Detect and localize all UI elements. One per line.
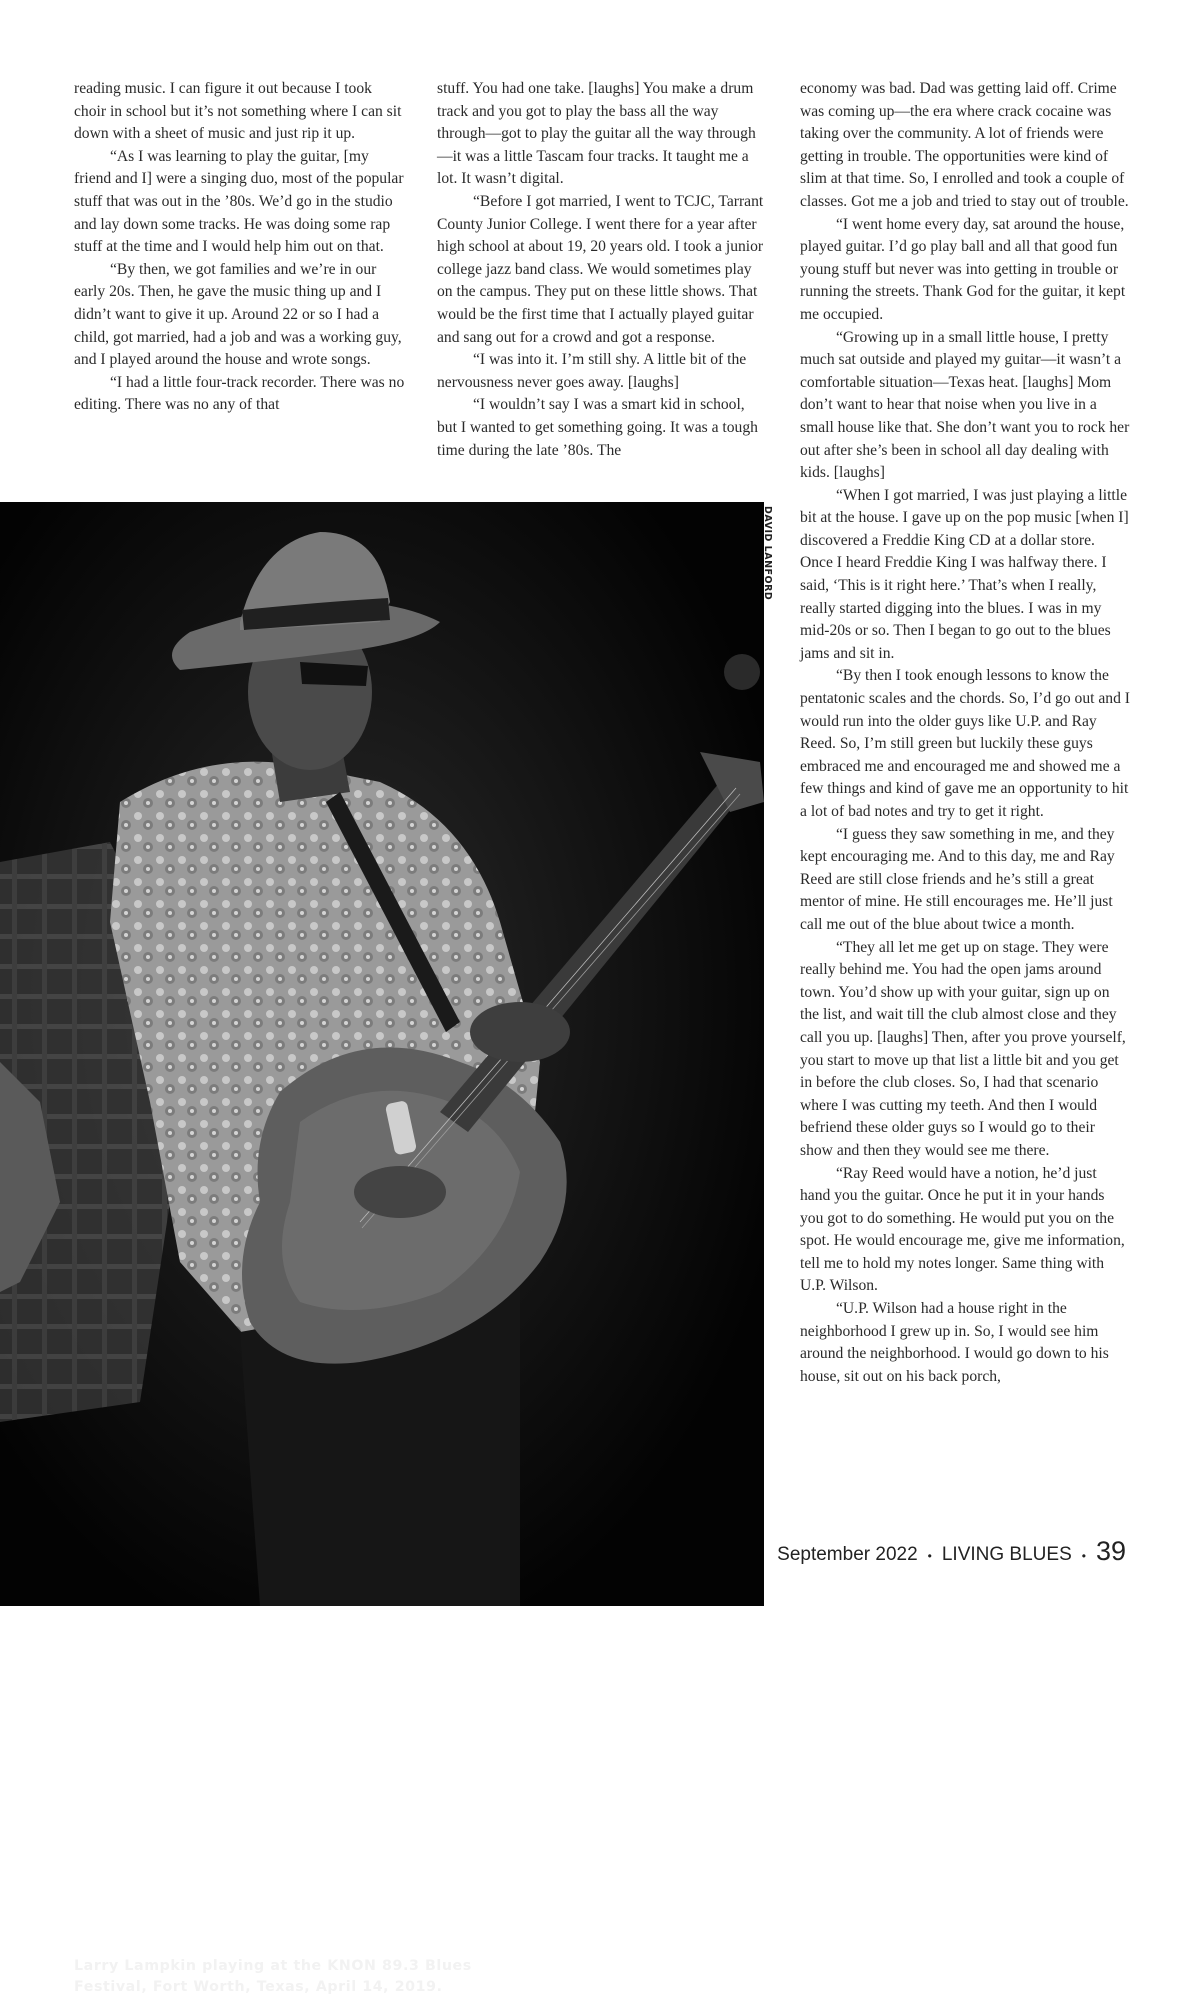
paragraph: stuff. You had one take. [laughs] You make a drum track and you got to play the bass all the way through—got to play the guitar all the way through—it was a little Tascam four tracks. It taught me a lot. It wasn’t digital. [437, 80, 756, 188]
paragraph: “By then I took enough lessons to know the pentatonic scales and the chords. So, I’d go out and I would run into the older guys like U.P. and Ray Reed. So, I’m still green but luckily these guys embraced me and encouraged me and showed me a few things and kind of gave me an opportunity to hit a lot of bad notes and try to get it right. [800, 667, 1130, 820]
separator: • [927, 1549, 932, 1563]
page-number: 39 [1095, 1536, 1126, 1566]
paragraph: economy was bad. Dad was getting laid off. Crime was coming up—the era where crack cocaine was taking over the community. A lot of friends were getting in trouble. The opportunities were kind of slim at that time. So, I enrolled and took a couple of classes. Got me a job and tried to stay out of trouble. [800, 80, 1129, 210]
paragraph: “I went home every day, sat around the house, played guitar. I’d go play ball and all that good fun young stuff but never was into getting in trouble or running the streets. Thank God for the guitar, it kept me occupied. [800, 215, 1126, 323]
issue-date: September 2022 [777, 1544, 918, 1565]
paragraph: “I wouldn’t say I was a smart kid in school, but I wanted to get something going. It was a tough time during the late ’80s. The [437, 396, 758, 459]
magazine-name: LIVING BLUES [941, 1544, 1072, 1565]
paragraph: “I had a little four-track recorder. There was no editing. There was no any of that [74, 373, 405, 414]
paragraph: “When I got married, I was just playing a little bit at the house. I gave up on the pop music [when I] discovered a Freddie King CD at a dollar store. Once I heard Freddie King I was halfway there. I said, ‘This is it right here.’ That’s when I really, really started digging into the blues. I was in my mid-20s or so. Then I began to go out to the blues jams and sit in. [800, 486, 1129, 662]
page-footer [777, 1536, 1126, 1567]
photo-guitarist [0, 502, 764, 1995]
text-column-1 [74, 78, 406, 417]
photo-caption: Larry Lampkin playing at the KNON 89.3 Blues Festival, Fort Worth, Texas, April 14, 2019. [74, 1958, 472, 1995]
paragraph: “U.P. Wilson had a house right in the neighborhood I grew up in. So, I would see him around the neighborhood. I would go down to his house, sit out on his back porch, [800, 1300, 1109, 1385]
paragraph: “They all let me get up on stage. They were really behind me. You had the open jams around town. You’d show up with your guitar, sign up on the list, and wait till the club almost close and they call you up. [laughs] Then, after you prove yourself, you start to move up that list a little bit and you get in before the club closes. So, I had that scenario where I was cutting my teeth. And then I would befriend these older guys so I would go to their show and then they would see me there. [800, 938, 1126, 1159]
paragraph: “Ray Reed would have a notion, he’d just hand you the guitar. Once he put it in your hands you got to do something. He would put you on the spot. He would encourage me, give me information, tell me to hold my notes longer. Same thing with U.P. Wilson. [800, 1164, 1125, 1295]
paragraph: “I was into it. I’m still shy. A little bit of the nervousness never goes away. [laughs] [437, 351, 747, 391]
paragraph: reading music. I can figure it out because I took choir in school but it’s not something where I can sit down with a sheet of music and just rip it up. [74, 80, 402, 143]
text-column-2 [437, 78, 767, 462]
paragraph: “As I was learning to play the guitar, [my friend and I] were a singing duo, most of the popular stuff that was out in the ’80s. We’d go in the studio and lay down some tracks. He was doing some rap stuff at the time and I would help him out on that. [74, 147, 404, 256]
photo-credit: DAVID LANFORD [762, 506, 773, 601]
text-column-3 [800, 78, 1130, 1388]
paragraph: “By then, we got families and we’re in our early 20s. Then, he gave the music thing up and I didn’t want to give it up. Around 22 or so I had a child, got married, had a job and was a working guy, and I played around the house and wrote songs. [74, 260, 402, 369]
paragraph: “Growing up in a small little house, I pretty much sat outside and played my guitar—it wasn’t a comfortable situation—Texas heat. [laughs] Mom don’t want to hear that noise when you live in a small house like that. She don’t want you to rock her out after she’s been in school all day dealing with kids. [laughs] [800, 328, 1130, 482]
separator: • [1081, 1549, 1086, 1563]
paragraph: “Before I got married, I went to TCJC, Tarrant County Junior College. I went there for a year after high school at about 19, 20 years old. I took a junior college jazz band class. We would sometimes play on the campus. They put on these little shows. That would be the first time that I actually played guitar and sang out for a crowd and got a response. [437, 192, 764, 346]
paragraph: “I guess they saw something in me, and they kept encouraging me. And to this day, me and Ray Reed are still close friends and he’s still a great mentor of mine. He still encourages me. He’ll just call me out of the blue about twice a month. [800, 825, 1115, 933]
